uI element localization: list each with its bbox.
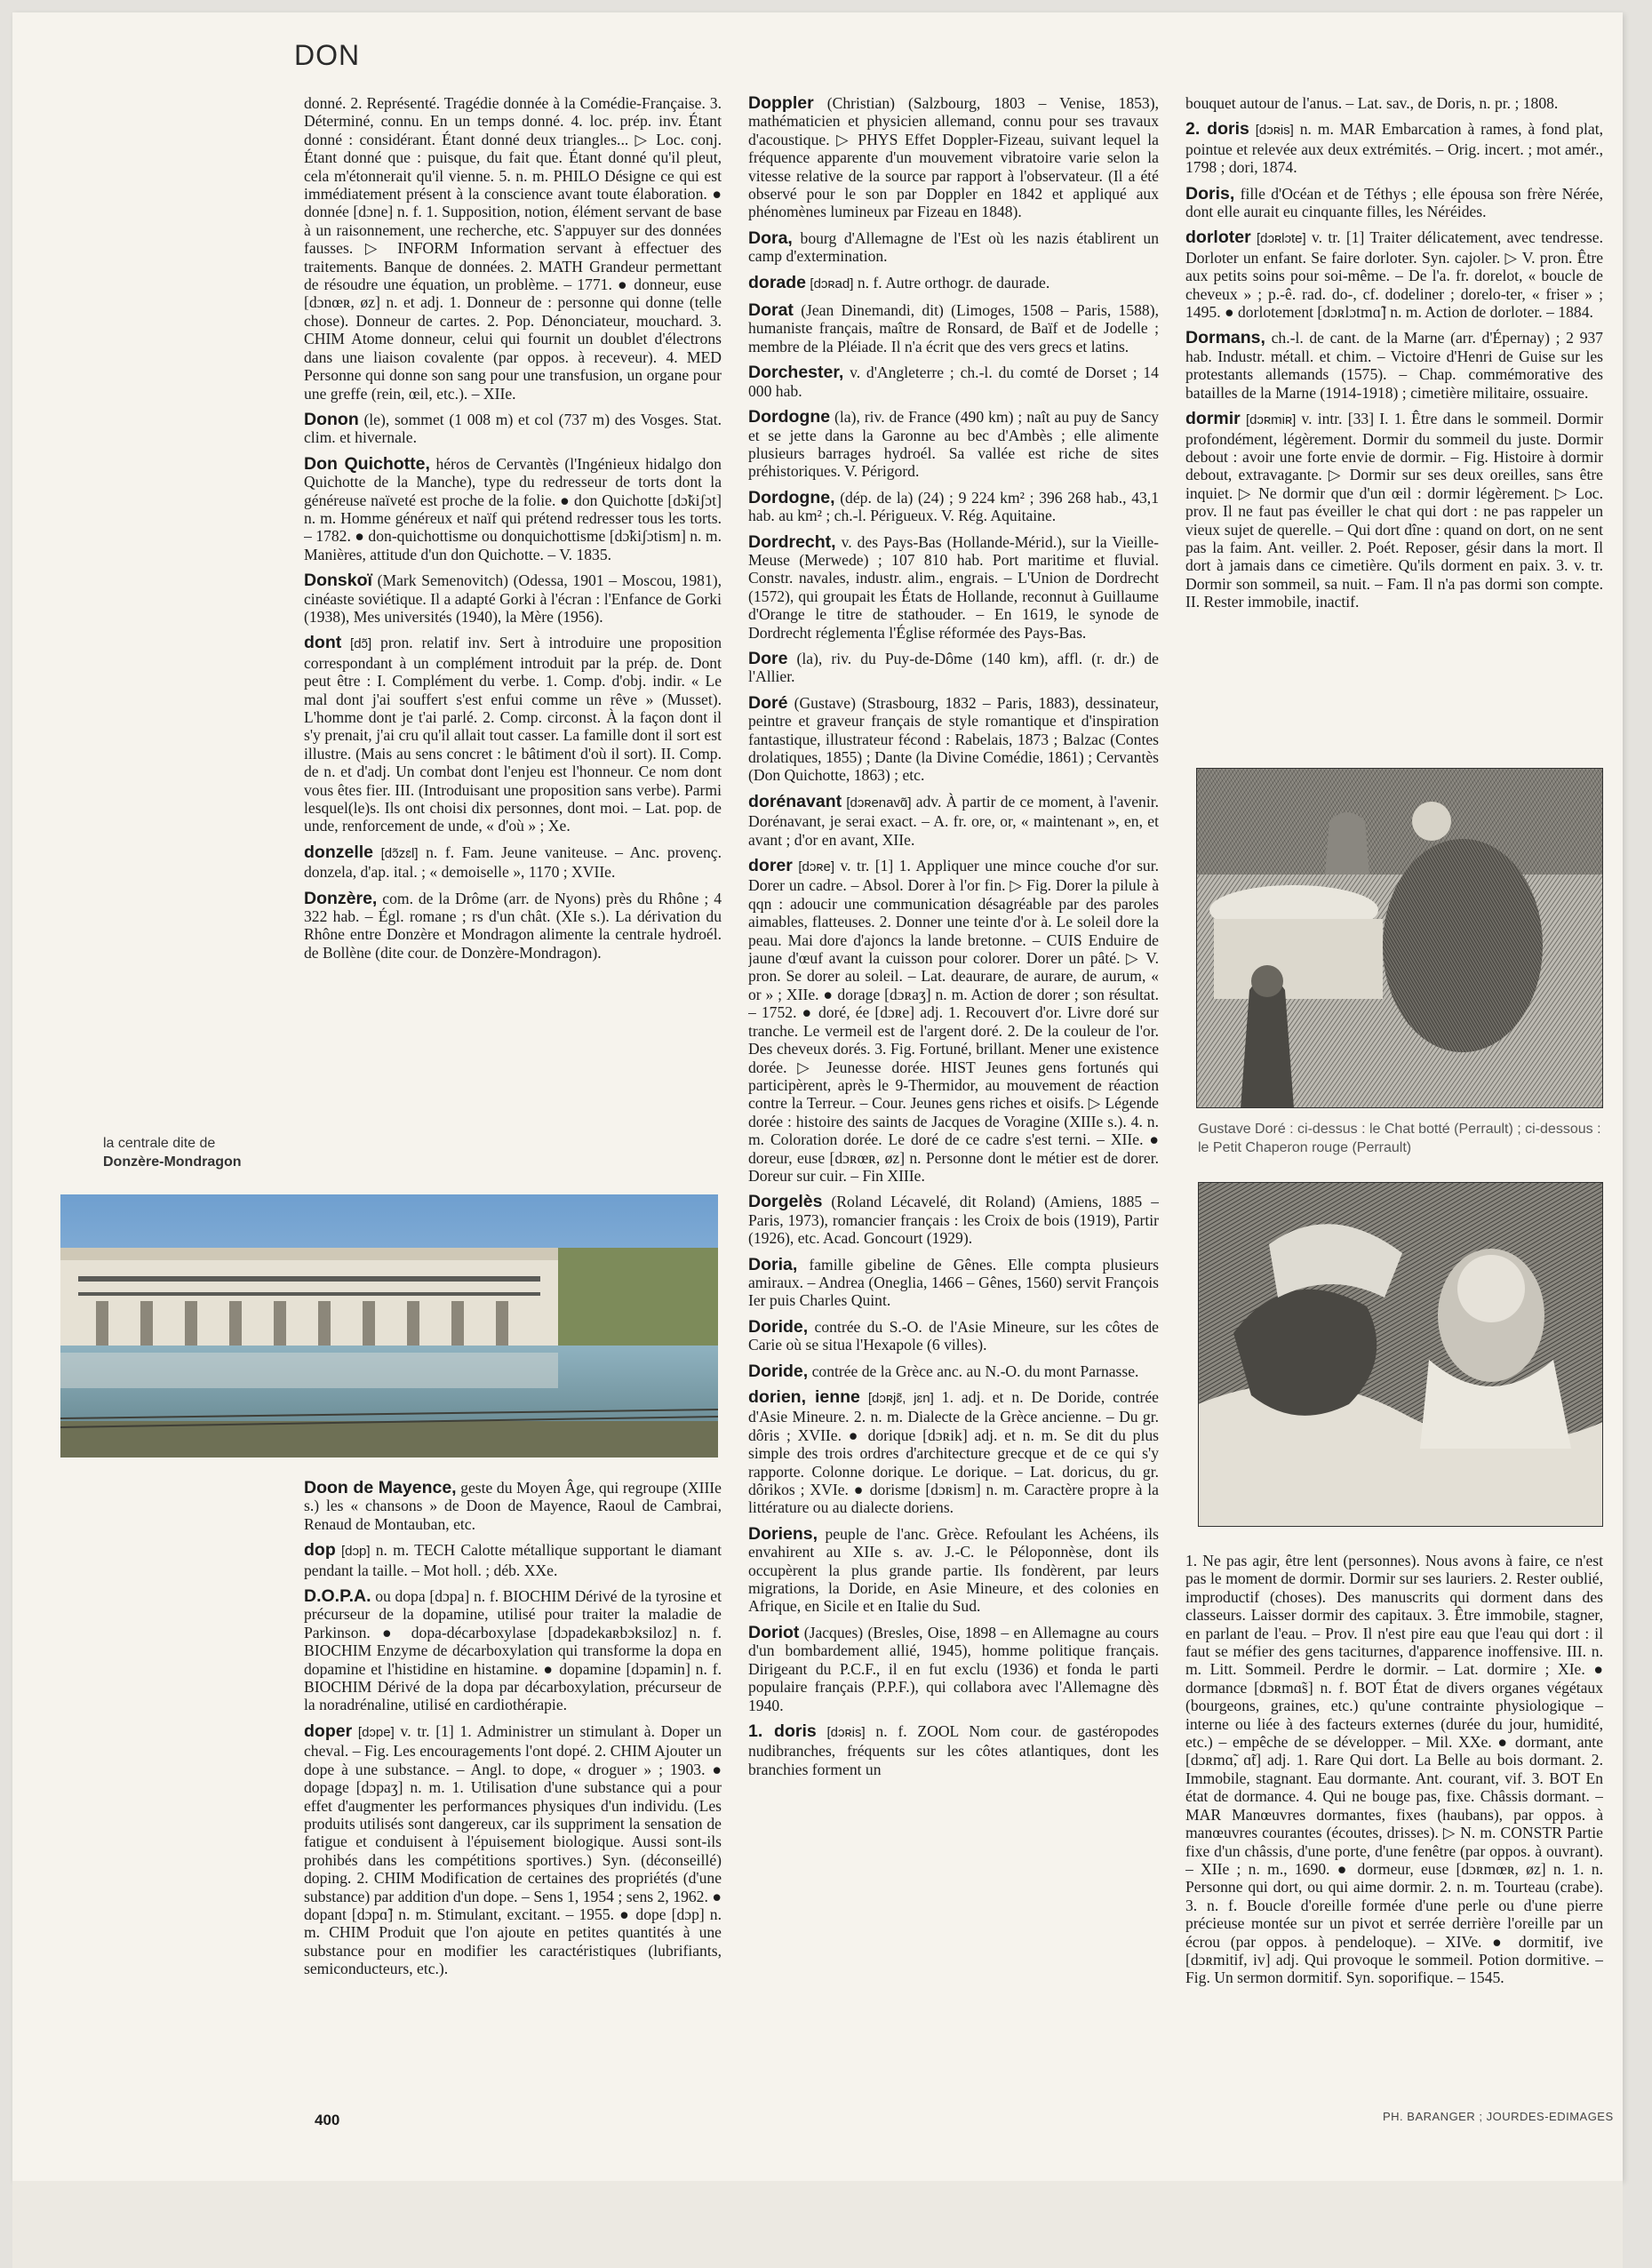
petit-chaperon-rouge-engraving bbox=[1198, 1182, 1603, 1527]
entry-pronunciation: [dɔʀlɔte] bbox=[1257, 231, 1306, 247]
entry-text: v. intr. [33] I. 1. Être dans le sommeil. Dormir profondément, légèrement. Dormir du sommeil du juste. Dormir debout : avoir une forte envie de dormir. – Fig. Histoire à dormir debout, extravagante. ▷ Dormir sur ses deux oreilles, sans être inquiet. ▷ Ne dormir que d'un œil : dormir légèrement. ▷ Loc. prov. Il ne faut pas éveiller le chat qui dort : ne pas rappeler un vieux sujet de querelle. – Qui dort dîne : quand on dort, on ne sent pas la faim. Ant. veiller. 2. Poét. Reposer, gésir dans la mort. Il dort à jamais dans ce cimetière. Qu'ils dorment en paix. 3. v. tr. Dormir son sommeil, sa nuit. – Fam. Il n'a pas dormi son compte. II. Rester immobile, inactif. bbox=[1185, 410, 1603, 611]
entry-pronunciation: [dɔʀis] bbox=[1255, 123, 1294, 139]
entry-text: n. m. TECH Calotte métallique supportant le diamant pendant la taille. – Mot holl. ; déb. XXe. bbox=[304, 1541, 722, 1579]
entry-headword: Doride, bbox=[748, 1316, 809, 1337]
entry-headword: dorénavant bbox=[748, 791, 842, 811]
dictionary-entry bbox=[748, 301, 1159, 355]
entry-headword: Dormans, bbox=[1185, 328, 1265, 348]
column-2 bbox=[748, 94, 1159, 2103]
entry-text: n. f. ZOOL Nom cour. de gastéropodes nudibranches, fréquents sur les côtes atlantiques, dont les branchies forment un bbox=[748, 1721, 1159, 1778]
entry-text: n. m. MAR Embarcation à rames, à fond plat, pointue et relevée aux deux extrémités. – Orig. incert. ; mot amér., 1798 ; dori, 1874. bbox=[1185, 120, 1603, 177]
donzere-mondragon-photo bbox=[60, 1194, 718, 1457]
dictionary-entry bbox=[304, 1722, 722, 1978]
dictionary-entry bbox=[1185, 185, 1603, 221]
dore-engravings-caption: Gustave Doré : ci-dessus : le Chat botté (Perrault) ; ci-dessous : le Petit Chaperon rouge (Perrault) bbox=[1198, 1122, 1601, 1155]
entry-headword: Dorat bbox=[748, 300, 794, 321]
entry-headword: dorloter bbox=[1185, 228, 1251, 248]
dictionary-entry bbox=[748, 489, 1159, 525]
dictionary-entry bbox=[304, 1479, 722, 1533]
entry-headword: dop bbox=[304, 1540, 336, 1561]
column-3-top bbox=[1185, 94, 1603, 770]
dictionary-entry bbox=[748, 1525, 1159, 1616]
entry-text: geste du Moyen Âge, qui regroupe (XIIIe s.) les « chansons » de Doon de Mayence, Raoul de Cambrai, Renaud de Montauban, etc. bbox=[304, 1479, 722, 1533]
dictionary-entry bbox=[748, 857, 1159, 1185]
entry-headword: Dora, bbox=[748, 228, 793, 248]
entry-text: (Gustave) (Strasbourg, 1832 – Paris, 1883), dessinateur, peintre et graveur français de style romantique et d'inspiration fantastique, illustrateur fécond : Rabelais, 1873 ; Balzac (Contes drolatiques, 1855) ; Dante (la Divine Comédie, 1861) ; Cervantès (Don Quichotte, 1863) ; etc. bbox=[748, 693, 1159, 785]
entry-text: ou dopa [dɔpa] n. f. BIOCHIM Dérivé de la tyrosine et précurseur de la dopamine, utilisé pour traiter la maladie de Parkinson. ● dopa-décarboxylase [dɔpadekaʀbɔksiloz] n. f. BIOCHIM Enzyme de décarboxylation qui transforme la dopa en dopamine et l'histidine en histamine. ● dopamine [dɔpamin] n. f. BIOCHIM Dérivé de la dopa par décarboxylation, précurseur de la noradrénaline, utilisé en cardiothérapie. bbox=[304, 1587, 722, 1714]
entry-text: n. f. Fam. Jeune vaniteuse. – Anc. provenç. donzela, d'ap. ital. ; « demoiselle », 1170 ; XVIIe. bbox=[304, 843, 722, 882]
dictionary-entry bbox=[304, 1587, 722, 1714]
entry-pronunciation: [dɔ̃] bbox=[350, 636, 372, 652]
dictionary-entry bbox=[748, 1193, 1159, 1247]
entry-text: 1. Ne pas agir, être lent (personnes). Nous avons à faire, ce n'est pas le moment de dormir. Dormir sur ses lauriers. 2. Rester oublié, improductif (choses). Des manuscrits qui dorment dans des classeurs. Laisser dormir des capitaux. 3. Être immobile, stagner, en parlant de l'eau. – Prov. Il n'est pire eau que l'eau qui dort : il faut se méfier des gens taciturnes, d'apparence inoffensive. III. n. m. Litt. Sommeil. Perdre le dormir. – Lat. dormire ; XIe. ● dormance [dɔʀmɑ̃s] n. f. BOT État de divers organes végétaux (bourgeons, graines, etc.) qu'une contrainte physiologique – interne ou liée à des facteurs externes (durée du jour, humidité, etc.) – empêche de se développer. – Mil. XXe. ● dormant, ante [dɔʀmɑ̃, ɑ̃t] adj. 1. Rare Qui dort. La Belle au bois dormant. 2. Immobile, stagnant. Eau dormante. Ant. courant, vif. 3. BOT En état de dormance. 4. Qui ne bouge pas, fixe. Châssis dormant. – MAR Manœuvres dormantes, fixes (haubans), par oppos. à manœuvres courantes (écoutes, drisses). ▷ N. m. CONSTR Partie fixe d'un châssis, d'une porte, d'une fenêtre (par oppos. à ouvrant). – XIIe ; n. m., 1690. ● dormeur, euse [dɔʀmœʀ, øz] n. 1. n. Personne qui dort, ou qui aime dormir. 2. n. m. Tourteau (crabe). 3. n. f. Boucle d'oreille formée d'une perle ou d'une pierre précieuse montée sur un pivot et serrée derrière l'oreille par un écrou (par oppos. à pendeloque). – XIVe. ● dormitif, ive [dɔʀmitif, iv] adj. Qui provoque le sommeil. Potion dormitive. – Fig. Un sermon dormitif. Syn. soporifique. – 1545. bbox=[1185, 1552, 1603, 1987]
entry-text: n. f. Autre orthogr. de daurade. bbox=[857, 273, 1050, 291]
entry-headword: doper bbox=[304, 1721, 353, 1741]
entry-pronunciation: [dɔʀad] bbox=[810, 276, 854, 291]
entry-pronunciation: [dɔpe] bbox=[357, 1724, 395, 1740]
entry-headword: Doris, bbox=[1185, 183, 1235, 204]
entry-headword: dorer bbox=[748, 856, 793, 876]
entry-text: peuple de l'anc. Grèce. Refoulant les Achéens, ils envahirent au XIIe s. av. J.-C. le Péloponnèse, dont ils occupèrent la plus grande partie. Ils fondèrent, par leurs migrations, la Doride, en Asie Mineure, et des colonies en Afrique, en Sicile et en Italie du Sud. bbox=[748, 1524, 1159, 1616]
entry-headword: Dore bbox=[748, 648, 788, 668]
dictionary-entry bbox=[748, 1318, 1159, 1354]
dictionary-entry bbox=[748, 1388, 1159, 1517]
dictionary-entry bbox=[304, 94, 722, 403]
entry-text: (la), riv. du Puy-de-Dôme (140 km), affl. (r. dr.) de l'Allier. bbox=[748, 649, 1159, 686]
chat-botte-engraving bbox=[1196, 768, 1603, 1108]
entry-text: 1. adj. et n. De Doride, contrée d'Asie Mineure. 2. n. m. Dialecte de la Grèce ancienne. – Du gr. dôris ; XVIIe. ● dorique [dɔʀik] adj. et n. m. Se dit du plus simple des trois ordres d'architecture grecque et de ce qui s'y rapporte. Colonne dorique. Le dorique. – Lat. doricus, du gr. dôrikos ; XVIe. ● dorisme [dɔʀism] n. m. Caractère propre à la littérature ou au dialecte doriens. bbox=[748, 1388, 1159, 1517]
dictionary-entry bbox=[748, 1722, 1159, 1778]
dictionary-entry bbox=[748, 694, 1159, 785]
entry-text: com. de la Drôme (arr. de Nyons) près du Rhône ; 4 322 hab. – Égl. romane ; rs d'un chât. (XIe s.). La dérivation du Rhône entre Donzère et Mondragon alimente la centrale hydroél. de Bollène (dite cour. de Donzère-Mondragon). bbox=[304, 889, 722, 962]
dictionary-entry bbox=[748, 1624, 1159, 1714]
entry-text: v. tr. [1] 1. Appliquer une mince couche d'or sur. Dorer un cadre. – Absol. Dorer à l'or fin. ▷ Fig. Dorer la pilule à qqn : adoucir une communication désagréable par des paroles aimables, flatteuses. 2. Donner une teinte d'or à. Le soleil dore la peau. Mai dore d'ajoncs la lande bretonne. – CUIS Enduire de jaune d'œuf avant la cuisson pour colorer. Dorer un pâté. ▷ V. pron. Se dorer au soleil. – Lat. deaurare, de aurare, de aurum, « or » ; XIIe. ● dorage [dɔʀaʒ] n. m. Action de dorer ; son résultat. – 1752. ● doré, ée [dɔʀe] adj. 1. Recouvert d'or. Livre doré sur tranche. Le vermeil est de l'argent doré. 2. De la couleur de l'or. Des cheveux dorés. 3. Fig. Fortuné, brillant. Mener une existence dorée. ▷ Jeunesse dorée. HIST Jeunes gens fortunés qui participèrent, après le 9-Thermidor, au mouvement de réaction contre la Terreur. – Cour. Jeunes gens riches et oisifs. ▷ Légende dorée : histoire des saints de Jacques de Voragine (XIIIe s.). 4. n. m. Coloration dorée. Le doré de ce cadre s'est terni. – XIIe. ● doreur, euse [dɔʀœʀ, øz] n. Personne dont le métier est de dorer. Doreur sur cuir. – Fin XIIIe. bbox=[748, 857, 1159, 1185]
entry-headword: donzelle bbox=[304, 842, 374, 862]
dictionary-entry bbox=[1185, 1552, 1603, 1987]
entry-text: v. des Pays-Bas (Hollande-Mérid.), sur la Vieille-Meuse (Merwede) ; 107 810 hab. Port maritime et fluvial. Constr. navales, industr. alim., engrais. – L'Union de Dordrecht (1572), qui groupait les États de Hollande, reconnut à Guillaume d'Orange le titre de stathouder. – En 1619, le synode de Dordrecht réglementa l'Église réformée des Pays-Bas. bbox=[748, 532, 1159, 642]
dictionary-entry bbox=[748, 363, 1159, 400]
entry-text: contrée du S.-O. de l'Asie Mineure, sur les côtes de Carie où se situa l'Hexapole (6 villes). bbox=[748, 1317, 1159, 1354]
entry-text: famille gibeline de Gênes. Elle compta plusieurs amiraux. – Andrea (Oneglia, 1466 – Gênes, 1560) servit François Ier puis Charles Quint. bbox=[748, 1255, 1159, 1310]
dictionary-entry bbox=[748, 94, 1159, 221]
entry-pronunciation: [dɔʀjɛ̃, jɛn] bbox=[867, 1391, 934, 1406]
entry-headword: dorien, ienne bbox=[748, 1387, 860, 1407]
dictionary-entry bbox=[748, 274, 1159, 293]
dictionary-entry bbox=[304, 890, 722, 962]
dictionary-entry bbox=[1185, 94, 1603, 112]
dictionary-entry bbox=[1185, 228, 1603, 321]
entry-headword: Don Quichotte, bbox=[304, 453, 430, 474]
entry-headword: dorade bbox=[748, 272, 807, 292]
page-margin bbox=[12, 2181, 1623, 2268]
entry-headword: D.O.P.A. bbox=[304, 1586, 371, 1607]
entry-headword: Doriens, bbox=[748, 1523, 818, 1544]
entry-headword: Dordrecht, bbox=[748, 531, 836, 552]
entry-headword: dormir bbox=[1185, 409, 1241, 429]
dictionary-entry bbox=[304, 634, 722, 835]
dictionary-entry bbox=[748, 1362, 1159, 1380]
entry-headword: Dordogne bbox=[748, 407, 831, 427]
entry-headword: Doppler bbox=[748, 94, 814, 113]
dictionary-entry bbox=[1185, 410, 1603, 611]
entry-text: bouquet autour de l'anus. – Lat. sav., de Doris, n. pr. ; 1808. bbox=[1185, 94, 1559, 112]
entry-pronunciation: [dɔʀe] bbox=[798, 859, 835, 875]
photo-credit: PH. BARANGER ; JOURDES-EDIMAGES bbox=[1383, 2110, 1614, 2123]
entry-text: (Jacques) (Bresles, Oise, 1898 – en Allemagne au cours d'un bombardement allié, 1945), homme politique français. Dirigeant du P.C.F., il en fut exclu (1936) et fonda le parti populaire français (P.P.F.), qui collabora avec l'Allemagne dès 1940. bbox=[748, 1623, 1159, 1714]
entry-pronunciation: [dɔʀenavɑ̃] bbox=[846, 795, 912, 811]
entry-text: v. tr. [1] 1. Administrer un stimulant à. Doper un cheval. – Fig. Les encouragements l'ont dopé. 2. CHIM Ajouter un dope à une substance. – Angl. to dope, « droguer » ; 1903. ● dopage [dɔpaʒ] n. m. 1. Utilisation d'une substance qui a pour effet d'augmenter les performances physiques d'un individu. (Les produits utilisés sont dangereux, car ils suppriment la sensation de fatigue et conduisent à l'épuisement biologique. Aussi sont-ils prohibés dans les compétitions sportives.) Syn. (déconseillé) doping. 2. CHIM Modification de certaines des propriétés (d'une substance) par addition d'un dope. – Sens 1, 1954 ; sens 2, 1962. ● dopant [dɔpɑ̃] n. m. Stimulant, excitant. – 1955. ● dope [dɔp] n. m. CHIM Produit que l'on ajoute en petites quantités à une substance pour en modifier les caractéristiques (lubrifiants, semiconducteurs, etc.). bbox=[304, 1721, 722, 1978]
entry-pronunciation: [dɔp] bbox=[340, 1544, 371, 1560]
dictionary-entry bbox=[304, 455, 722, 563]
entry-text: v. tr. [1] Traiter délicatement, avec tendresse. Dorloter un enfant. Se faire dorloter. Syn. cajoler. ▷ V. pron. Être aux petits soins pour soi-même. – De l'a. fr. dorelot, « boucle de cheveux » ; p.-ê. rad. do-, cf. dodeliner ; dorelo-ter, « friser » ; 1495. ● dorlotement [dɔʀlɔtmɑ̃] n. m. Action de dorloter. – 1884. bbox=[1185, 228, 1603, 322]
entry-text: (la), riv. de France (490 km) ; naît au puy de Sancy et se jette dans la Garonne au bec d'Ambès ; elle alimente plusieurs barrages hydroél. Sa vallée est riche de sites préhistoriques. V. Périgord. bbox=[748, 408, 1159, 481]
dictionary-entry bbox=[304, 843, 722, 882]
entry-headword: Donon bbox=[304, 409, 359, 429]
dam-caption-line-2: Donzère-Mondragon bbox=[103, 1154, 242, 1170]
column-1-bottom bbox=[304, 1479, 722, 2101]
entry-headword: dont bbox=[304, 633, 342, 653]
dictionary-entry bbox=[748, 793, 1159, 849]
dictionary-entry bbox=[304, 411, 722, 447]
entry-text: fille d'Océan et de Téthys ; elle épousa son frère Nérée, dont elle aurait eu cinquante filles, les Néréides. bbox=[1185, 184, 1603, 221]
entry-text: bourg d'Allemagne de l'Est où les nazis établirent un camp d'extermination. bbox=[748, 228, 1159, 266]
dictionary-entry bbox=[748, 650, 1159, 686]
dam-caption-line-1: la centrale dite de bbox=[103, 1136, 216, 1151]
entry-text: pron. relatif inv. Sert à introduire une proposition correspondant à un complément introduit par la prép. de. Dont peut être : I. Complément du verbe. 1. Comp. d'obj. indir. « Le mal dont j'ai souffert s'est enfui comme un rêve » (Musset). L'homme dont je t'ai parlé. 2. Comp. circonst. À la façon dont il s'y prenait, j'ai cru qu'il allait tout casser. La famille dont il sort est illustre. (Mais au sens concret : le bâtiment d'où il sort). II. Comp. de n. et d'adj. Un combat dont l'enjeu est l'honneur. Ce nom dont vous êtes fier. III. (Introduisant une proposition sans verbe). Parmi lesquel(le)s. Ils ont choisi dix personnes, dont moi. – Lat. pop. de unde, renforcement de unde, « d'où » ; Xe. bbox=[304, 634, 722, 835]
entry-text: contrée de la Grèce anc. au N.-O. du mont Parnasse. bbox=[811, 1362, 1139, 1380]
entry-pronunciation: [dɔ̃zɛl] bbox=[380, 845, 419, 861]
entry-headword: Dordogne, bbox=[748, 487, 835, 507]
entry-headword: Doride, bbox=[748, 1361, 809, 1381]
running-head: DON bbox=[294, 39, 361, 71]
dictionary-entry bbox=[304, 571, 722, 626]
dictionary-entry bbox=[1185, 120, 1603, 176]
dam-photo-caption bbox=[103, 1134, 291, 1171]
dictionary-entry bbox=[304, 1541, 722, 1579]
entry-headword: Doon de Mayence, bbox=[304, 1479, 457, 1497]
column-3-bottom bbox=[1185, 1552, 1603, 2103]
entry-text: (Christian) (Salzbourg, 1803 – Venise, 1853), mathématicien et physicien allemand, connu pour ses travaux d'acoustique. ▷ PHYS Effet Doppler-Fizeau, suivant lequel la fréquence apparente d'un mouvement vibratoire varie selon la vitesse relative de la source par rapport à l'observateur. (Il a été observé pour le son par Doppler en 1842 et appliqué aux phénomènes lumineux par Fizeau en 1848). bbox=[748, 94, 1159, 221]
column-1-top bbox=[304, 94, 722, 1178]
entry-text: adv. À partir de ce moment, à l'avenir. Dorénavant, je serai exact. – A. fr. ore, or, « maintenant », en, et avant ; d'or en avant, XIIe. bbox=[748, 792, 1159, 849]
dictionary-page bbox=[12, 12, 1623, 2181]
entry-text: (Roland Lécavelé, dit Roland) (Amiens, 1885 – Paris, 1973), romancier français : les Croix de bois (1919), Partir (1926), etc. Acad. Goncourt (1929). bbox=[748, 1193, 1159, 1248]
entry-headword: Dorgelès bbox=[748, 1192, 823, 1212]
dictionary-entry bbox=[748, 1256, 1159, 1310]
entry-text: (dép. de la) (24) ; 9 224 km² ; 396 268 hab., 43,1 hab. au km² ; ch.-l. Périgueux. V. Rég. Aquitaine. bbox=[748, 488, 1159, 525]
dictionary-entry bbox=[748, 408, 1159, 481]
entry-headword: Doriot bbox=[748, 1622, 800, 1642]
entry-text: (Mark Semenovitch) (Odessa, 1901 – Moscou, 1981), cinéaste soviétique. Il a adapté Gorki à l'écran : l'Enfance de Gorki (1938), Mes universités (1940), la Mère (1956). bbox=[304, 571, 722, 626]
dictionary-entry bbox=[748, 229, 1159, 266]
entry-text: (le), sommet (1 008 m) et col (737 m) des Vosges. Stat. clim. et hivernale. bbox=[304, 410, 722, 447]
entry-headword: Dorchester, bbox=[748, 363, 844, 383]
entry-pronunciation: [dɔʀmiʀ] bbox=[1245, 412, 1297, 428]
entry-headword: Doré bbox=[748, 692, 788, 713]
entry-headword: Donzère, bbox=[304, 888, 378, 908]
entry-headword: Donskoï bbox=[304, 571, 372, 591]
entry-headword: Doria, bbox=[748, 1254, 798, 1274]
entry-pronunciation: [dɔʀis] bbox=[826, 1724, 866, 1740]
entry-text: (Jean Dinemandi, dit) (Limoges, 1508 – Paris, 1588), humaniste français, maître de Ronsard, de Baïf et de Jodelle ; membre de la Pléiade. Il n'a écrit que des vers grecs et latins. bbox=[748, 301, 1159, 355]
entry-text: v. d'Angleterre ; ch.-l. du comté de Dorset ; 14 000 hab. bbox=[748, 363, 1159, 400]
entry-headword: 1. doris bbox=[748, 1721, 817, 1741]
entry-text: ch.-l. de cant. de la Marne (arr. d'Épernay) ; 2 937 hab. Industr. métall. et chim. – Victoire d'Henri de Guise sur les protestants allemands (1575). – Chap. commémorative des batailles de la Marne (1914-1918) ; cimetière militaire, ossuaire. bbox=[1185, 329, 1603, 402]
dictionary-entry bbox=[1185, 329, 1603, 402]
entry-text: donné. 2. Représenté. Tragédie donnée à la Comédie-Française. 3. Déterminé, connu. En un temps donné. 4. loc. prép. inv. Étant donné : considérant. Étant donné deux triangles... ▷ Loc. conj. Étant donné que : puisque, du fait que. Étant donné qu'il pleut, cela m'étonnerait qu'il vienne. 5. n. m. PHILO Désigne ce qui est immédiatement présent à la conscience avant toute élaboration. ● donnée [dɔne] n. f. 1. Supposition, notion, élément servant de base à un raisonnement, une recherche, etc. S'appuyer sur des données fausses. ▷ INFORM Information servant à effectuer des traitements. Banque de données. 2. MATH Grandeur permettant de résoudre une équation, un problème. – 1771. ● donneur, euse [dɔnœʀ, øz] n. et adj. 1. Donneur de : personne qui donne (telle chose). Donneur de cartes. 2. Pop. Dénonciateur, mouchard. 3. CHIM Atome donneur, celui qui fournit un doublet d'électrons dans une liaison covalente (par oppos. à receveur). 4. MED Personne qui donne son sang pour une transfusion, un organe pour une greffe (rein, œil, etc.). – XIIe. bbox=[304, 94, 722, 403]
entry-headword: 2. doris bbox=[1185, 119, 1249, 140]
dictionary-entry bbox=[748, 533, 1159, 642]
page-number: 400 bbox=[315, 2112, 340, 2128]
entry-text: héros de Cervantès (l'Ingénieux hidalgo don Quichotte de la Manche), type du redresseur de torts dont la généreuse naïveté est proche de la folie. ● don Quichotte [dɔ̃kiʃɔt] n. m. Homme généreux et naïf qui prétend redresser tous les torts. – 1782. ● don-quichottisme ou donquichottisme [dɔ̃kiʃɔtism] n. m. Manières, attitude d'un don Quichotte. – V. 1835. bbox=[304, 454, 722, 563]
